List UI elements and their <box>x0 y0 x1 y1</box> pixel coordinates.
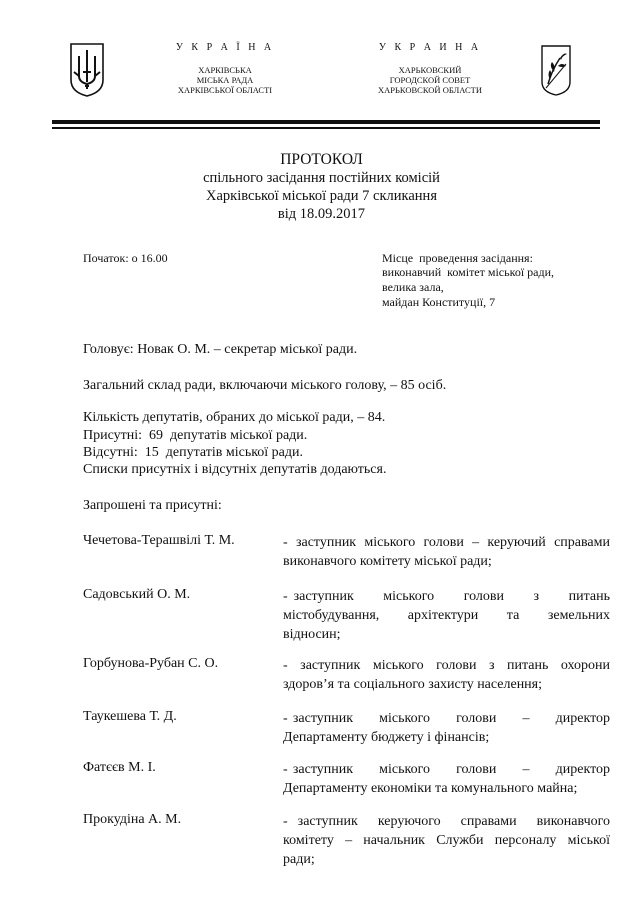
attendee-position <box>283 760 610 798</box>
attendee-position-line: - заступник керуючого справами виконавчого <box>283 814 610 829</box>
header-right-line1: ХАРЬКОВСКИЙ <box>398 65 462 75</box>
title-subtitle-1: спільного засідання постійних комісій <box>203 170 440 186</box>
attendee-position-line: здоров’я та соціального захисту населення; <box>283 677 543 692</box>
attendee-name: Садовський О. М. <box>83 587 191 602</box>
attendee-name: Таукешева Т. Д. <box>83 709 177 724</box>
attendee-name: Прокудіна А. М. <box>83 812 182 827</box>
attendee-position-line: містобудування, архітектури та земельних <box>283 608 610 623</box>
attendee-name: Чечетова-Терашвілі Т. М. <box>83 533 235 548</box>
header-right-line3: ХАРЬКОВСКОЙ ОБЛАСТИ <box>378 85 482 95</box>
meeting-place-label: Місце проведення засідання: <box>382 251 533 265</box>
header-rule-thick <box>52 120 600 124</box>
invited-heading: Запрошені та присутні: <box>83 498 222 513</box>
kharkiv-coat-of-arms-icon <box>540 44 572 96</box>
ukraine-coat-of-arms-icon <box>68 42 106 98</box>
document-title: ПРОТОКОЛ <box>280 151 363 168</box>
header-left-country: У К Р А Ї Н А <box>175 42 275 53</box>
attendee-position-line: виконавчого комітету міської ради; <box>283 554 492 569</box>
present-line: Присутні: 69 депутатів міської ради. <box>83 428 308 443</box>
header-left-line1: ХАРКІВСЬКА <box>198 65 252 75</box>
header-rule-thin <box>52 127 600 129</box>
meeting-place-line4: майдан Конституції, 7 <box>382 295 496 309</box>
attendee-position-line: - заступник міського голови – керуючий справами <box>283 535 610 550</box>
meeting-start-time: Початок: о 16.00 <box>83 251 168 265</box>
chair-line: Головує: Новак О. М. – секретар міської ради. <box>83 342 358 357</box>
attendee-position-line: - заступник міського голови з питань охорони <box>283 658 610 673</box>
attendee-position-line: ради; <box>283 852 315 867</box>
lists-line: Списки присутніх і відсутніх депутатів додаються. <box>83 462 387 477</box>
attendee-position <box>283 587 610 644</box>
attendee-position-line: Департаменту бюджету і фінансів; <box>283 730 490 745</box>
attendee-position-line: відносин; <box>283 627 341 642</box>
elected-line: Кількість депутатів, обраних до міської ради, – 84. <box>83 410 386 425</box>
meeting-place-line3: велика зала, <box>382 280 444 294</box>
attendee-position-line: комітету – начальник Служби персоналу міської <box>283 833 610 848</box>
meeting-place-line2: виконавчий комітет міської ради, <box>382 265 555 279</box>
attendee-name: Фатєєв М. І. <box>83 760 156 775</box>
attendee-position-line: - заступник міського голови з питань <box>283 589 610 604</box>
title-date: від 18.09.2017 <box>277 206 366 222</box>
header-right-line2: ГОРОДСКОЙ СОВЕТ <box>389 75 471 85</box>
header-left-line2: МІСЬКА РАДА <box>196 75 254 85</box>
attendee-position-line: - заступник міського голови – директор <box>283 762 610 777</box>
header-left-line3: ХАРКІВСЬКОЇ ОБЛАСТІ <box>177 85 273 95</box>
attendee-position <box>283 812 610 869</box>
attendee-position-line: Департаменту економіки та комунального майна; <box>283 781 578 796</box>
composition-line: Загальний склад ради, включаючи міського голову, – 85 осіб. <box>83 378 447 393</box>
attendee-position <box>283 709 610 747</box>
attendee-position <box>283 533 610 571</box>
attendee-position <box>283 656 610 694</box>
title-subtitle-2: Харківської міської ради 7 скликання <box>206 188 437 204</box>
header-right-country: У К Р А И Н А <box>378 42 482 53</box>
attendee-position-line: - заступник міського голови – директор <box>283 711 610 726</box>
absent-line: Відсутні: 15 депутатів міської ради. <box>83 445 304 460</box>
attendee-name: Горбунова-Рубан С. О. <box>83 656 219 671</box>
